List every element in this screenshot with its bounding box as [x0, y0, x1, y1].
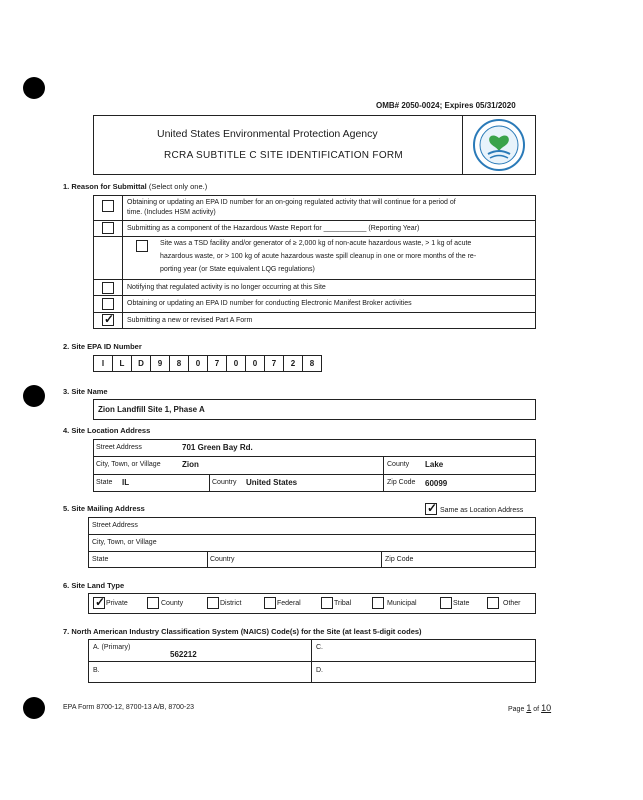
epa-id-char-7: 7 — [207, 355, 227, 372]
mailing-state-label: State — [92, 556, 109, 563]
reason-label-manifest-broker: Obtaining or updating an EPA ID number for conducting Electronic Manifest Broker activities — [127, 300, 412, 307]
reason-checkbox-no-longer[interactable] — [102, 282, 114, 294]
reason-label-tsd-2: hazardous waste, or > 100 kg of acute hazardous waste spill cleanup in one or more months of the re- — [160, 253, 477, 260]
form-number: EPA Form 8700-12, 8700-13 A/B, 8700-23 — [63, 704, 195, 711]
mailing-country-label: Country — [210, 556, 235, 563]
reason-label-ongoing-2: time. (Includes HSM activity) — [127, 209, 216, 216]
location-county-label: County — [387, 461, 410, 468]
naics-a-value: 562212 — [170, 650, 197, 659]
epa-id-char-10: 7 — [264, 355, 284, 372]
page-label: Page — [508, 706, 525, 713]
epa-id-char-2: L — [112, 355, 132, 372]
page-total: 10 — [541, 703, 552, 713]
land-type-tribal-checkbox[interactable] — [321, 597, 333, 609]
epa-id-char-5: 8 — [169, 355, 189, 372]
land-type-state-checkbox[interactable] — [440, 597, 452, 609]
section-2-heading: 2. Site EPA ID Number — [63, 342, 142, 351]
reason-label-no-longer: Notifying that regulated activity is no longer occurring at this Site — [127, 284, 326, 291]
section-5-heading: 5. Site Mailing Address — [63, 504, 145, 513]
epa-id-char-3: D — [131, 355, 151, 372]
location-state-label: State — [96, 479, 113, 486]
binder-hole-bottom — [23, 697, 45, 719]
mailing-city-label: City, Town, or Village — [92, 539, 157, 546]
reason-label-part-a: Submitting a new or revised Part A Form — [127, 317, 253, 324]
naics-a-label: A. (Primary) — [93, 644, 131, 651]
location-city-label: City, Town, or Village — [96, 461, 161, 468]
reason-row-line-3 — [93, 279, 536, 280]
of-label: of — [533, 706, 540, 713]
epa-id-char-8: 0 — [226, 355, 246, 372]
same-as-location-checkbox[interactable] — [425, 503, 437, 515]
mailing-street-label: Street Address — [92, 522, 138, 529]
land-type-private-label: Private — [106, 600, 128, 607]
reason-label-tsd-3: porting year (or State equivalent LQG regulations) — [160, 266, 315, 273]
epa-id-char-4: 9 — [150, 355, 170, 372]
location-country-value: United States — [246, 478, 298, 487]
mailing-col-country — [207, 551, 208, 568]
land-type-federal-label: Federal — [277, 600, 301, 607]
binder-hole-middle — [23, 385, 45, 407]
reason-row-line-5 — [93, 312, 536, 313]
page-number: 1 — [526, 703, 532, 713]
reason-row-line-2 — [93, 236, 536, 237]
location-zip-label: Zip Code — [387, 479, 416, 486]
land-type-other-label: Other — [503, 600, 521, 607]
epa-id-char-9: 0 — [245, 355, 265, 372]
reason-checkbox-tsd[interactable] — [136, 240, 148, 252]
epa-id-char-1: I — [93, 355, 113, 372]
naics-col-divider — [311, 639, 312, 683]
reason-label-ongoing-1: Obtaining or updating an EPA ID number for an on-going regulated activity that will continue for a period of — [127, 199, 456, 206]
reason-label-tsd-1: Site was a TSD facility and/or generator of ≥ 2,000 kg of non-acute hazardous waste, > 1 kg of acute — [160, 240, 472, 247]
land-type-district-label: District — [220, 600, 242, 607]
land-type-state-label: State — [453, 600, 470, 607]
reason-checkbox-manifest-broker[interactable] — [102, 298, 114, 310]
reason-col-divider — [122, 195, 123, 329]
land-type-private-checkbox[interactable] — [93, 597, 105, 609]
page-indicator — [508, 703, 551, 713]
land-type-other-checkbox[interactable] — [487, 597, 499, 609]
location-city-value: Zion — [182, 460, 199, 469]
section-4-heading: 4. Site Location Address — [63, 426, 151, 435]
reason-row-line-1 — [93, 220, 536, 221]
naics-d-label: D. — [316, 667, 323, 674]
agency-name: United States Environmental Protection Agency — [157, 128, 378, 140]
title-divider — [462, 115, 463, 175]
naics-b-label: B. — [93, 667, 100, 674]
land-type-tribal-label: Tribal — [334, 600, 352, 607]
binder-hole-top — [23, 77, 45, 99]
location-row-line-2 — [93, 474, 536, 475]
land-type-county-checkbox[interactable] — [147, 597, 159, 609]
land-type-municipal-label: Municipal — [387, 600, 417, 607]
location-street-value: 701 Green Bay Rd. — [182, 443, 253, 452]
form-title: RCRA SUBTITLE C SITE IDENTIFICATION FORM — [164, 150, 404, 161]
reason-checkbox-part-a[interactable] — [102, 314, 114, 326]
reason-checkbox-ongoing[interactable] — [102, 200, 114, 212]
section-1-heading — [63, 182, 207, 191]
reason-checkbox-hazardous-report[interactable] — [102, 222, 114, 234]
mailing-row-line-2 — [88, 551, 536, 552]
naics-row-line — [88, 661, 536, 662]
omb-number: OMB# 2050-0024; Expires 05/31/2020 — [376, 101, 516, 110]
naics-c-label: C. — [316, 644, 323, 651]
land-type-county-label: County — [161, 600, 184, 607]
location-county-value: Lake — [425, 460, 444, 469]
location-col-country — [209, 474, 210, 492]
epa-seal-icon — [470, 118, 528, 172]
location-street-label: Street Address — [96, 444, 142, 451]
land-type-federal-checkbox[interactable] — [264, 597, 276, 609]
reason-label-hazardous-report: Submitting as a component of the Hazardous Waste Report for ___________ (Reporting Year) — [127, 225, 420, 232]
same-as-location-label: Same as Location Address — [440, 507, 524, 514]
mailing-row-line-1 — [88, 534, 536, 535]
section-7-heading: 7. North American Industry Classification System (NAICS) Code(s) for the Site (at least 5-digit codes) — [63, 627, 422, 636]
section-1-note: (Select only one.) — [148, 182, 208, 191]
location-row-line-1 — [93, 456, 536, 457]
land-type-district-checkbox[interactable] — [207, 597, 219, 609]
epa-id-char-12: 8 — [302, 355, 322, 372]
site-name-value: Zion Landfill Site 1, Phase A — [98, 405, 205, 414]
epa-id-char-6: 0 — [188, 355, 208, 372]
section-1-title: 1. Reason for Submittal — [63, 182, 147, 191]
epa-id-char-11: 2 — [283, 355, 303, 372]
location-country-label: Country — [212, 479, 237, 486]
location-state-value: IL — [122, 478, 130, 487]
location-zip-value: 60099 — [425, 479, 448, 488]
section-3-heading: 3. Site Name — [63, 387, 108, 396]
land-type-municipal-checkbox[interactable] — [372, 597, 384, 609]
reason-row-line-4 — [93, 295, 536, 296]
location-col-county — [383, 456, 384, 492]
section-6-heading: 6. Site Land Type — [63, 581, 125, 590]
mailing-col-zip — [381, 551, 382, 568]
mailing-zip-label: Zip Code — [385, 556, 414, 563]
